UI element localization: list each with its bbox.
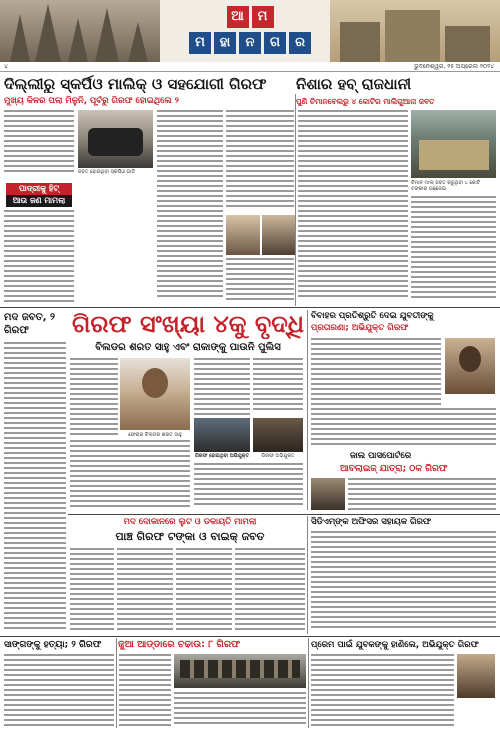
article-body	[4, 342, 66, 632]
article-body	[4, 110, 74, 176]
photo-fraud-accused	[445, 338, 495, 394]
side-box-label-2: ଆଉ ଜଣ ମାମଲା	[6, 195, 72, 207]
headline-marriage-fraud-1: ବିବାହର ପ୍ରତିଶ୍ରୁତି ଦେଇ ଯୁବତୀଙ୍କୁ	[311, 311, 434, 321]
banner-liquor-shop: ମଦ ଦୋକାନରେ ଲୁଟ ଓ ଡକାୟତି ମାମଲା	[123, 517, 257, 527]
column-divider	[308, 638, 309, 728]
caption-accused: ଗିରଫ ଅଭିଯୁକ୍ତ	[261, 453, 295, 459]
masthead-building-image	[330, 0, 500, 62]
photo-accused-4	[253, 418, 303, 452]
masthead-letter: ମ	[252, 6, 274, 28]
photo-drug-seizure	[411, 110, 496, 178]
photo-builder	[120, 358, 190, 430]
subhead-killer: ମୁଖ୍ୟ କିଳର ପଲା ମିଳୁନି, ପୂର୍ବରୁ ଗିରଫ ହୋଇଥିଲେ ୨	[4, 96, 179, 106]
masthead-title	[175, 6, 325, 58]
caption-scorpio: ଜବତ ହୋଇଥିବା ସ୍କର୍ପିଓ ଗାଡି	[78, 169, 136, 175]
masthead-letter: ମ	[189, 32, 211, 54]
article-body	[253, 358, 303, 416]
photo-passport-accused	[311, 478, 345, 510]
column-divider	[307, 310, 308, 510]
subhead-builder: ବିଲଡର ଶରତ ସାହୁ ଏବଂ ରାକାଙ୍କୁ ପାଉନି ପୁଲିସ	[95, 342, 281, 353]
article-body	[176, 548, 232, 633]
article-body	[119, 654, 171, 728]
column-divider	[295, 94, 296, 306]
caption-builder: ଫେରାର ବିଲଡର ଶରତ ସାହୁ	[128, 432, 182, 438]
caption-drug-seizure: ଚିମାନ ମାଲ ଜବତ କରୁଥିବା ୪ କୋଟି ଟଙ୍କାର ଗଞ୍ଜେଇ	[411, 180, 481, 192]
headline-love-attack: ପ୍ରେମ ପାଇଁ ଯୁବକଙ୍କୁ ହାଣିଲେ, ଅଭିଯୁକ୍ତ ଗିରଫ	[311, 640, 479, 650]
subhead-marijuana: ପୁଣି ଚିମାନବେଲରୁ ୪ କୋଟିର ମାଲିଗୁଆନା ଜବତ	[296, 97, 435, 106]
article-body	[4, 210, 74, 305]
section-rule	[68, 514, 500, 515]
photo-accused-3	[194, 418, 250, 452]
article-body	[411, 196, 496, 306]
photo-scorpio-car	[78, 110, 153, 168]
masthead-letter: ଗ	[264, 32, 286, 54]
headline-delhi-arrest: ଦିଲ୍ଲୀରୁ ସ୍କର୍ପିଓ ମାଲିକ୍ ଓ ସହଯୋଗୀ ଗିରଫ	[4, 75, 267, 93]
article-body	[298, 110, 408, 305]
article-body	[117, 548, 173, 633]
article-body	[174, 692, 306, 728]
photo-gambling-arrested	[174, 654, 306, 688]
article-body	[194, 463, 303, 511]
article-body	[157, 110, 223, 305]
masthead-temple-image	[0, 0, 160, 62]
photo-love-accused	[457, 654, 495, 698]
headline-gambling-raid: ଜୁଆ ଆଡ୍ଡାରେ ଚଢାଉ: ୮ ଗିରଫ	[118, 639, 241, 650]
photo-accused-1	[226, 215, 260, 255]
masthead-letter: ଆ	[227, 6, 249, 28]
article-body	[194, 358, 250, 418]
column-divider	[307, 516, 308, 634]
side-headline-liquor: ମଦ ଜବତ, ୨ ଗିରଫ	[4, 312, 55, 336]
article-body	[235, 548, 305, 633]
article-body	[311, 408, 496, 448]
masthead	[0, 0, 500, 62]
masthead-letter: ହା	[214, 32, 236, 54]
headline-fake-passport-2: ଆବଲାଇଜ୍ ଯାତ୍ରା; ଠକ ଗିରଫ	[340, 464, 448, 474]
date: ଭୁବନେଶ୍ୱର, ୨୫ ଅପ୍ରେଲ ୨୦୨୪	[413, 63, 494, 70]
headline-five-arrested: ପାଞ୍ଚ ଗିରଫ ଟଙ୍କା ଓ ବାଇକ୍ ଜବତ	[115, 530, 265, 543]
headline-fake-passport-1: ଜାଲ ପାସପୋର୍ଟରେ	[350, 451, 412, 461]
headline-friend-murder: ସାଙ୍ଗଙ୍କୁ ହତ୍ୟା; ୨ ଗିରଫ	[4, 640, 102, 650]
masthead-letter: ର	[289, 32, 311, 54]
dateline	[0, 62, 500, 72]
page-number: ୪	[4, 63, 8, 70]
side-box-label-1: ପାଦ୍ରୀକୁ ହିଟ୍	[6, 183, 72, 195]
article-body	[70, 548, 114, 633]
column-divider	[116, 638, 117, 728]
headline-cdm-assistant: ସିଡିଏମ୍‌ଙ୍କ ଅଫିସର ସହାୟକ ଗିରଫ	[311, 517, 432, 527]
article-body	[4, 654, 114, 728]
section-rule	[0, 636, 500, 637]
article-body	[226, 110, 294, 210]
article-body	[311, 654, 454, 728]
headline-arrest-count: ଗିରଫ ସଂଖ୍ୟା ୪କୁ ବୃଦ୍ଧି	[71, 310, 305, 338]
headline-drug-hub: ନିଶାର ହବ୍ ରାଜଧାନୀ	[296, 75, 412, 93]
headline-marriage-fraud-2: ପ୍ରତାରଣା; ଅଭିଯୁକ୍ତ ଗିରଫ	[311, 323, 409, 333]
masthead-letter: ନ	[239, 32, 261, 54]
article-body	[348, 478, 496, 512]
caption-arrested: ଗିରଫ ହୋଇଥିବା ଅଭିଯୁକ୍ତ	[194, 453, 250, 459]
article-body	[311, 338, 441, 408]
section-rule	[0, 307, 500, 308]
article-body	[70, 440, 190, 510]
article-body	[226, 258, 294, 305]
article-body	[311, 531, 496, 633]
photo-accused-2	[262, 215, 296, 255]
article-body	[70, 358, 118, 438]
